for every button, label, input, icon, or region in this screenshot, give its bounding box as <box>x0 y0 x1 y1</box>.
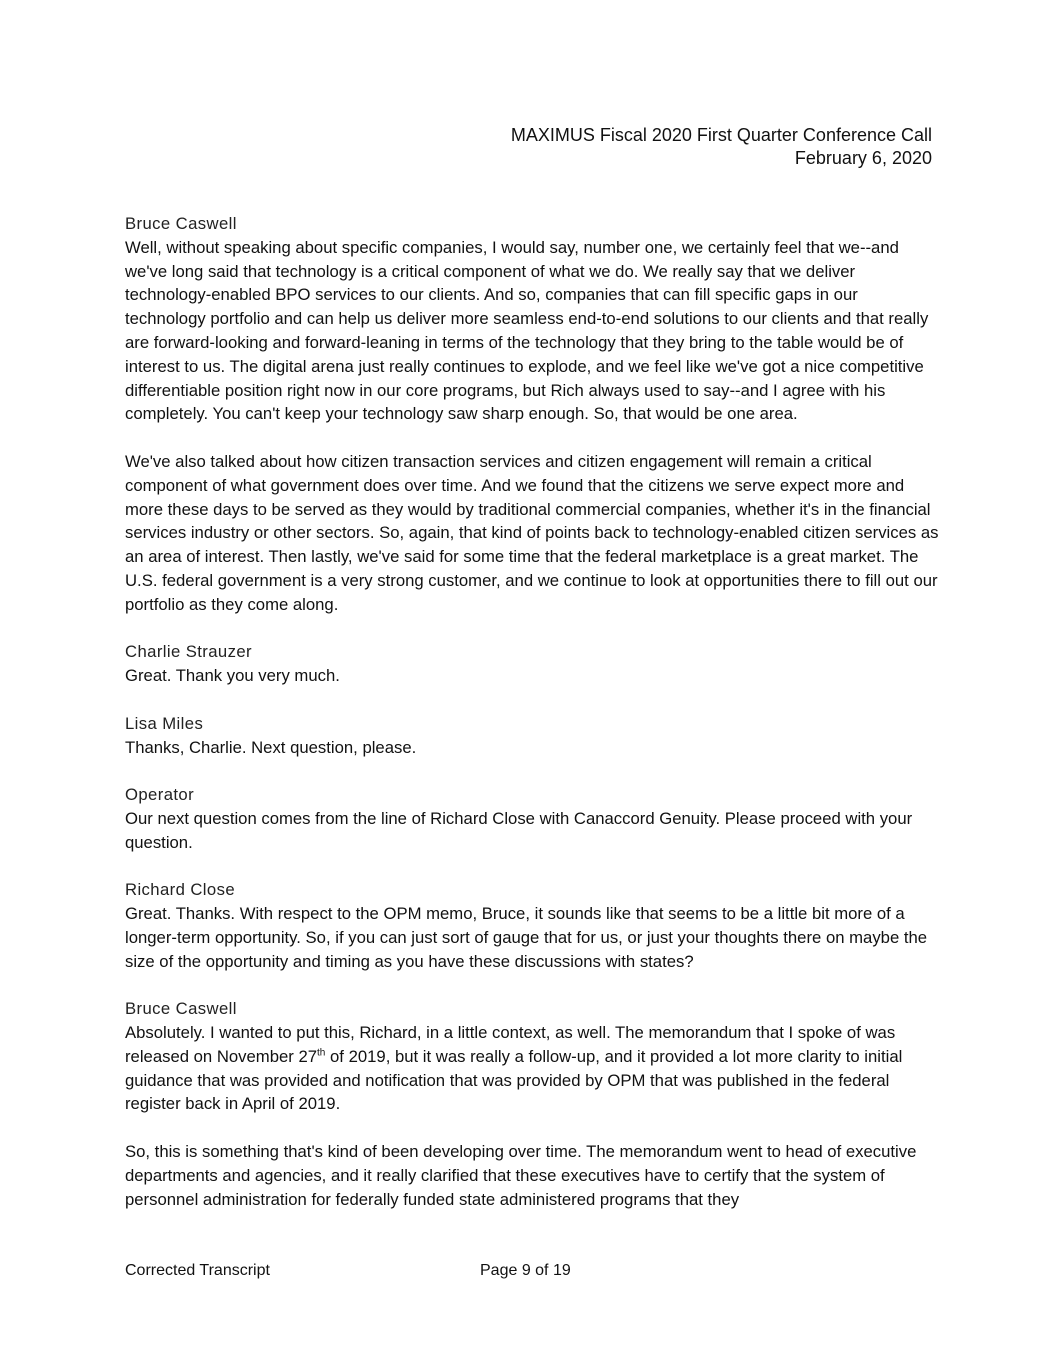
speaker-name: Bruce Caswell <box>125 999 237 1019</box>
speaker-block <box>125 212 940 617</box>
header-title: MAXIMUS Fiscal 2020 First Quarter Conference Call <box>510 125 932 145</box>
speech-paragraph: Great. Thank you very much. <box>125 666 340 686</box>
page-header <box>511 124 932 170</box>
speaker-name: Bruce Caswell <box>125 214 237 233</box>
speaker-block <box>125 712 940 760</box>
page-number: Page 9 of 19 <box>480 1262 571 1279</box>
speaker-name: Operator <box>125 785 195 805</box>
speech-paragraph <box>125 1021 940 1116</box>
speech <box>125 1021 940 1116</box>
speaker-block <box>125 640 940 688</box>
speaker-block <box>125 997 940 1211</box>
speech-paragraph: Thanks, Charlie. Next question, please. <box>125 737 417 757</box>
speech-text: Absolutely. I wanted to put this, Richard, in a little context, as well. The memorandum that I spoke of was released on November 27 <box>125 1023 896 1066</box>
speech-paragraph: So, this is something that's kind of been developing over time. The memorandum went to head of executive departments and agencies, and it really clarified that these executives have to certify that the system of personnel administration for federally funded state administered programs that they <box>125 1142 917 1209</box>
speaker-name: Charlie Strauzer <box>125 642 252 662</box>
speech-paragraph: Great. Thanks. With respect to the OPM memo, Bruce, it sounds like that seems to be a little bit more of a longer-term opportunity. So, if you can just sort of gauge that for us, or just your thoughts there on maybe the size of the opportunity and timing as you have these discussions with states? <box>125 904 928 971</box>
speaker-name: Lisa Miles <box>125 713 204 733</box>
speaker-block <box>125 783 940 854</box>
transcript-body <box>125 212 940 1235</box>
ordinal-suffix: th <box>317 1047 326 1059</box>
speech <box>125 450 940 617</box>
footer-label: Corrected Transcript <box>125 1262 270 1279</box>
header-date: February 6, 2020 <box>794 148 932 168</box>
speaker-block <box>125 878 940 973</box>
speech-paragraph: Well, without speaking about specific companies, I would say, number one, we certainly feel that we--and we've long said that technology is a critical component of what we do. We really say that we deliver technology-enabled BPO services to our clients. And so, companies that can fill specific gaps in our technology portfolio and can help us deliver more seamless end-to-end solutions to our clients and that really are forward-looking and forward-leaning in terms of the technology that they bring to the table would be of interest to us. The digital arena just really continues to explode, and we feel like we've got a nice competitive differentiable position right now in our core programs, but Rich always used to say--and I agree with his completely. You can't keep your technology saw sharp enough. So, that would be one area. <box>125 237 929 424</box>
speech-paragraph: Our next question comes from the line of Richard Close with Canaccord Genuity. Please proceed with your question. <box>125 808 913 852</box>
speech-paragraph: We've also talked about how citizen transaction services and citizen engagement will remain a critical component of what government does over time. And we found that the citizens we serve expect more and more these days to be served as they would by traditional commercial companies, whether it's in the financial services industry or other sectors. So, again, that kind of points back to technology-enabled citizen services as an area of interest. Then lastly, we've said for some time that the federal marketplace is a great market. The U.S. federal government is a very strong customer, and we continue to look at opportunities there to fill out our portfolio as they come along. <box>125 451 939 614</box>
speaker-name: Richard Close <box>125 880 236 900</box>
speech-text: of 2019, but it was really a follow-up, and it provided a lot more clarity to initial guidance that was provided and notification that was provided by OPM that was published in the federal register back in April of 2019. <box>125 1046 903 1114</box>
speech <box>125 236 940 426</box>
